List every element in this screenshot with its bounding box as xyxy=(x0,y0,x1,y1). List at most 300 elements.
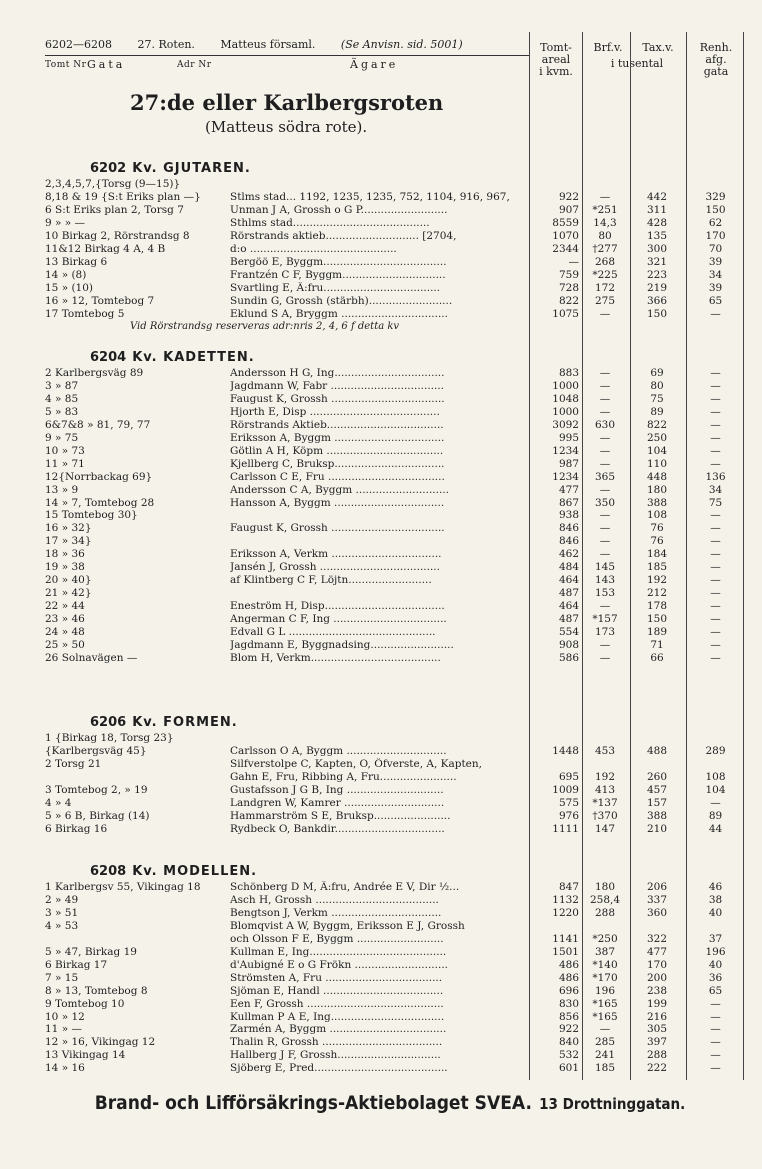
tax-value: 457 xyxy=(646,783,668,796)
property-address: 6 S:t Eriks plan 2, Torsg 7 xyxy=(45,203,184,216)
owner-name: Thalin R, Grossh .................................... xyxy=(230,1036,443,1049)
owner-name: Gustafsson J G B, Ing ............................. xyxy=(230,783,444,796)
street-cleaning-fee: — xyxy=(710,367,721,379)
plot-area: 1048 xyxy=(552,392,579,405)
fire-insurance-value: — xyxy=(599,307,611,320)
table-row xyxy=(0,959,762,972)
tax-value: 189 xyxy=(646,626,668,638)
table-row xyxy=(0,972,762,985)
plot-area: — xyxy=(568,255,579,268)
plot-area: 846 xyxy=(558,535,579,548)
street-cleaning-fee: — xyxy=(710,431,721,444)
tax-value: 89 xyxy=(650,405,664,418)
property-address: 10 » 73 xyxy=(45,444,85,457)
property-address: 15 Tomtebog 30} xyxy=(45,509,138,522)
property-address: 2,3,4,5,7,{Torsg (9—15)} xyxy=(45,178,181,190)
table-row xyxy=(0,406,762,419)
tax-value: 311 xyxy=(646,203,668,216)
table-row xyxy=(0,1036,762,1049)
block-title xyxy=(90,350,255,365)
tax-value: 300 xyxy=(646,242,668,255)
street-cleaning-fee: 65 xyxy=(708,294,723,307)
table-row xyxy=(0,256,762,269)
block-name: Kv. GJUTAREN. xyxy=(132,161,251,176)
tax-value: 288 xyxy=(646,1049,668,1062)
footer-address: 13 Drottninggatan. xyxy=(539,1095,686,1113)
plot-area: 907 xyxy=(558,203,579,216)
table-row xyxy=(0,823,762,836)
street-cleaning-fee: 38 xyxy=(708,893,723,906)
table-row xyxy=(0,600,762,613)
owner-name: Kjellberg C, Bruksp................................. xyxy=(230,457,445,470)
owner-name: Carlsson C E, Fru ................................... xyxy=(230,470,445,483)
table-row xyxy=(0,522,762,535)
property-address: 20 » 40} xyxy=(45,574,92,587)
property-address: 12{Norrbackag 69} xyxy=(45,470,153,483)
tax-value: 75 xyxy=(650,392,664,405)
plot-area: 2344 xyxy=(552,242,579,255)
street-cleaning-fee: — xyxy=(710,638,721,651)
plot-area: 976 xyxy=(558,809,579,822)
fire-insurance-value: — xyxy=(599,392,611,405)
table-row xyxy=(0,191,762,204)
plot-area: 1132 xyxy=(552,893,579,906)
tax-value: 66 xyxy=(650,651,664,664)
table-row xyxy=(0,587,762,600)
owner-name: Blom H, Verkm....................................... xyxy=(230,651,441,664)
owner-name: Jagdmann E, Byggnadsing......................... xyxy=(230,638,454,651)
owner-name: Edvall G L ............................................ xyxy=(230,626,436,638)
property-address: 23 » 46 xyxy=(45,613,85,626)
fire-insurance-value: 14,3 xyxy=(593,216,617,229)
tax-value: 442 xyxy=(646,190,668,203)
street-cleaning-fee: 89 xyxy=(708,809,723,822)
block-title xyxy=(90,161,251,176)
property-address: 9 » » — xyxy=(45,216,86,229)
property-address: 2 Karlbergsväg 89 xyxy=(45,367,144,379)
table-row xyxy=(0,732,762,745)
property-address: 21 » 42} xyxy=(45,587,92,600)
street-cleaning-fee: — xyxy=(710,535,721,548)
fire-insurance-value: — xyxy=(599,1023,611,1036)
property-address: 3 » 51 xyxy=(45,906,79,919)
owner-name: Een F, Grossh ......................................... xyxy=(230,997,444,1010)
owner-name: d:o ............................................ xyxy=(230,242,397,255)
street-cleaning-fee: — xyxy=(710,651,721,664)
fire-insurance-value: — xyxy=(599,405,611,418)
table-row xyxy=(0,1011,762,1024)
plot-area: 487 xyxy=(558,613,579,626)
table-row xyxy=(0,933,762,946)
owner-name: af Klintberg C F, Löjtn......................... xyxy=(230,574,432,587)
street-cleaning-fee: 46 xyxy=(708,881,723,893)
ward-subtitle: (Matteus södra rote). xyxy=(205,118,368,136)
fire-insurance-value: 241 xyxy=(594,1049,616,1062)
table-row xyxy=(0,613,762,626)
owner-name: Rörstrands aktieb............................ [2704, xyxy=(230,229,457,242)
plot-area: 847 xyxy=(558,881,579,893)
street-cleaning-fee: 34 xyxy=(708,483,723,496)
fire-insurance-value: *250 xyxy=(592,932,618,945)
table-row xyxy=(0,810,762,823)
owner-name: Andersson C A, Byggm ............................ xyxy=(230,483,449,496)
fire-insurance-value: 453 xyxy=(594,744,616,757)
street-cleaning-fee: — xyxy=(710,418,721,431)
table-row xyxy=(0,484,762,497)
street-cleaning-fee: — xyxy=(710,1010,721,1023)
owner-name: d'Aubigné E o G Frökn ............................ xyxy=(230,958,448,971)
table-row xyxy=(0,998,762,1011)
tax-value: 305 xyxy=(646,1023,668,1036)
tax-value: 322 xyxy=(646,932,668,945)
tax-value: 192 xyxy=(646,574,668,587)
label-adr-nr: Adr Nr xyxy=(177,60,212,70)
tax-value: 238 xyxy=(646,984,668,997)
column-tax-head: Tax.v. xyxy=(642,41,674,54)
tax-value: 178 xyxy=(646,600,668,613)
table-row xyxy=(0,745,762,758)
owner-name: Kullman E, Ing......................................... xyxy=(230,945,447,958)
plot-area: 1070 xyxy=(552,229,579,242)
table-row xyxy=(0,758,762,771)
property-address: 13 » 9 xyxy=(45,483,79,496)
fire-insurance-value: 196 xyxy=(594,984,616,997)
property-address: 3 » 87 xyxy=(45,379,79,392)
tax-value: 157 xyxy=(646,796,668,809)
table-row xyxy=(0,497,762,510)
fire-insurance-value: 275 xyxy=(594,294,616,307)
table-row xyxy=(0,946,762,959)
plot-area: 856 xyxy=(558,1010,579,1023)
plot-area: 995 xyxy=(558,431,579,444)
table-row xyxy=(0,561,762,574)
fire-insurance-value: — xyxy=(599,548,611,561)
block-title xyxy=(90,864,257,879)
table-row xyxy=(0,920,762,933)
fire-insurance-value: 285 xyxy=(594,1036,616,1049)
fire-insurance-value: *170 xyxy=(592,971,618,984)
plot-area: 1234 xyxy=(552,470,579,483)
property-address: 4 » 85 xyxy=(45,392,79,405)
property-address: 5 » 83 xyxy=(45,405,79,418)
fire-insurance-value: 413 xyxy=(594,783,616,796)
owner-name: Gahn E, Fru, Ribbing A, Fru....................... xyxy=(230,770,457,783)
plot-area: 477 xyxy=(558,483,579,496)
street-cleaning-fee: 40 xyxy=(708,958,723,971)
owner-name: Schönberg D M, Ä:fru, Andrée E V, Dir ½... xyxy=(230,881,460,893)
owner-name: Hammarström S E, Bruksp....................... xyxy=(230,809,451,822)
owner-name: Hallberg J F, Grossh............................... xyxy=(230,1049,441,1062)
plot-area: 1000 xyxy=(552,405,579,418)
tax-value: 185 xyxy=(646,561,668,574)
plot-area: 1220 xyxy=(552,906,579,919)
street-cleaning-fee: 36 xyxy=(708,971,723,984)
tax-value: 206 xyxy=(646,881,668,893)
property-address: 8 » 13, Tomtebog 8 xyxy=(45,984,148,997)
fire-insurance-value: †277 xyxy=(592,242,618,255)
property-address: 12 » 16, Vikingag 12 xyxy=(45,1036,156,1049)
plot-area: 3092 xyxy=(552,418,579,431)
street-cleaning-fee: 65 xyxy=(708,984,723,997)
street-cleaning-fee: — xyxy=(710,626,721,638)
plot-area: 908 xyxy=(558,638,579,651)
plot-area: 840 xyxy=(558,1036,579,1049)
owner-name: Strömsten A, Fru ................................... xyxy=(230,971,443,984)
header-rule xyxy=(45,55,530,56)
street-cleaning-fee: — xyxy=(710,379,721,392)
plot-area: 867 xyxy=(558,496,579,509)
table-row xyxy=(0,367,762,380)
table-row xyxy=(0,1062,762,1075)
property-address: 1 {Birkag 18, Torsg 23} xyxy=(45,732,174,744)
fire-insurance-value: *165 xyxy=(592,997,618,1010)
tax-value: 135 xyxy=(646,229,668,242)
street-cleaning-fee: 170 xyxy=(705,229,726,242)
table-row xyxy=(0,445,762,458)
plot-area: 759 xyxy=(558,268,579,281)
plot-area: 1501 xyxy=(552,945,579,958)
property-address: 11 » 71 xyxy=(45,457,85,470)
table-row xyxy=(0,881,762,894)
property-address: 5 » 47, Birkag 19 xyxy=(45,945,137,958)
ward-title: 27:de eller Karlbergsroten xyxy=(130,90,444,115)
header-range: 6202—6208 xyxy=(45,38,112,51)
property-address: 9 » 75 xyxy=(45,431,79,444)
block-number: 6202 xyxy=(90,161,127,176)
street-cleaning-fee: — xyxy=(710,1023,721,1036)
footer-company: Brand- och Lifförsäkrings-Aktiebolaget SVEA. xyxy=(94,1092,532,1114)
page-header xyxy=(45,38,485,51)
tax-value: 222 xyxy=(646,1062,668,1075)
street-cleaning-fee: 329 xyxy=(705,190,726,203)
street-cleaning-fee: — xyxy=(710,522,721,535)
block-title xyxy=(90,715,238,730)
property-address: 13 Vikingag 14 xyxy=(45,1049,126,1062)
street-cleaning-fee: — xyxy=(710,561,721,574)
table-row xyxy=(0,393,762,406)
plot-area: 554 xyxy=(558,626,579,638)
block-name: Kv. MODELLEN. xyxy=(132,864,258,879)
fire-insurance-value: 180 xyxy=(594,881,616,893)
plot-area: 1075 xyxy=(552,307,579,320)
property-address: 17 Tomtebog 5 xyxy=(45,307,125,320)
property-address: 8,18 & 19 {S:t Eriks plan —} xyxy=(45,190,201,203)
fire-insurance-value: 630 xyxy=(594,418,616,431)
street-cleaning-fee: 104 xyxy=(705,783,726,796)
table-row xyxy=(0,1023,762,1036)
plot-area: 601 xyxy=(558,1062,579,1075)
fire-insurance-value: 153 xyxy=(594,587,616,600)
plot-area: 695 xyxy=(558,770,579,783)
tax-value: 76 xyxy=(650,522,664,535)
fire-insurance-value: 145 xyxy=(594,561,616,574)
table-row xyxy=(0,652,762,665)
tax-value: 321 xyxy=(646,255,668,268)
plot-area: 484 xyxy=(558,561,579,574)
owner-name: Asch H, Grossh ..................................... xyxy=(230,893,439,906)
property-address: 26 Solnavägen — xyxy=(45,651,138,664)
street-cleaning-fee: — xyxy=(710,587,721,600)
table-row xyxy=(0,548,762,561)
tax-value: 104 xyxy=(646,444,668,457)
plot-area: 532 xyxy=(558,1049,579,1062)
fire-insurance-value: *157 xyxy=(592,613,618,626)
table-row xyxy=(0,639,762,652)
fire-insurance-value: — xyxy=(599,600,611,613)
block-number: 6204 xyxy=(90,350,127,365)
property-address: 14 » 7, Tomtebog 28 xyxy=(45,496,155,509)
fire-insurance-value: *165 xyxy=(592,1010,618,1023)
owner-name: Faugust K, Grossh .................................. xyxy=(230,392,445,405)
tax-value: 110 xyxy=(646,457,668,470)
plot-area: 922 xyxy=(558,190,579,203)
table-row xyxy=(0,771,762,784)
owner-name: Carlsson O A, Byggm .............................. xyxy=(230,744,447,757)
street-cleaning-fee: 70 xyxy=(708,242,723,255)
block-note: Vid Rörstrandsg reserveras adr:nris 2, 4, 6 f detta kv xyxy=(130,321,400,333)
property-address: 14 » (8) xyxy=(45,268,87,281)
tax-value: 170 xyxy=(646,958,668,971)
block-name: Kv. KADETTEN. xyxy=(132,350,255,365)
column-tusental-head: i tusental xyxy=(610,57,664,70)
table-row xyxy=(0,784,762,797)
header-forsamling: Matteus församl. xyxy=(220,38,316,51)
property-address: 2 Torsg 21 xyxy=(45,757,102,770)
owner-name: Eklund S A, Bryggm ................................ xyxy=(230,307,448,320)
fire-insurance-value: 172 xyxy=(594,281,616,294)
owner-name: Eneström H, Disp.................................... xyxy=(230,600,445,613)
owner-name: Svartling E, Ä:fru................................... xyxy=(230,281,441,294)
table-row xyxy=(0,509,762,522)
tax-value: 448 xyxy=(646,470,668,483)
fire-insurance-value: — xyxy=(599,483,611,496)
plot-area: 1111 xyxy=(552,822,579,835)
tax-value: 108 xyxy=(646,509,668,522)
street-cleaning-fee: 44 xyxy=(708,822,723,835)
table-row xyxy=(0,295,762,308)
property-address: 6 Birkag 17 xyxy=(45,958,108,971)
fire-insurance-value: — xyxy=(599,379,611,392)
tax-value: 69 xyxy=(650,367,664,379)
tax-value: 76 xyxy=(650,535,664,548)
plot-area: 575 xyxy=(558,796,579,809)
street-cleaning-fee: 62 xyxy=(708,216,723,229)
plot-area: 464 xyxy=(558,600,579,613)
fire-insurance-value: — xyxy=(599,522,611,535)
property-address: 4 » 53 xyxy=(45,919,79,932)
column-labels xyxy=(45,58,399,71)
table-row xyxy=(0,380,762,393)
tax-value: 366 xyxy=(646,294,668,307)
footer-advertisement xyxy=(93,1092,687,1114)
street-cleaning-fee: — xyxy=(710,457,721,470)
property-address: 1 Karlbergsv 55, Vikingag 18 xyxy=(45,881,201,893)
column-renh-head: Renh. afg. gata xyxy=(699,41,733,78)
fire-insurance-value: *137 xyxy=(592,796,618,809)
property-address: 18 » 36 xyxy=(45,548,85,561)
property-address: 11 » — xyxy=(45,1023,82,1036)
street-cleaning-fee: — xyxy=(710,796,721,809)
fire-insurance-value: 80 xyxy=(598,229,612,242)
owner-name: Bengtson J, Verkm ................................. xyxy=(230,906,442,919)
street-cleaning-fee: — xyxy=(710,600,721,613)
property-address: 6&7&8 » 81, 79, 77 xyxy=(45,418,151,431)
table-row xyxy=(0,574,762,587)
plot-area: 822 xyxy=(558,294,579,307)
owner-name: Sthlms stad......................................... xyxy=(230,216,430,229)
property-address: 5 » 6 B, Birkag (14) xyxy=(45,809,150,822)
street-cleaning-fee: 75 xyxy=(708,496,723,509)
owner-name: Silfverstolpe C, Kapten, O, Öfverste, A, Kapten, xyxy=(230,757,482,770)
street-cleaning-fee: 108 xyxy=(705,770,726,783)
owner-name: Sundin G, Grossh (stärbh)......................... xyxy=(230,294,453,307)
street-cleaning-fee: — xyxy=(710,1062,721,1075)
street-cleaning-fee: — xyxy=(710,444,721,457)
street-cleaning-fee: 289 xyxy=(705,744,726,757)
tax-value: 180 xyxy=(646,483,668,496)
owner-name: Kullman P A E, Ing.................................. xyxy=(230,1010,445,1023)
table-row xyxy=(0,269,762,282)
owner-name: Landgren W, Kamrer .............................. xyxy=(230,796,445,809)
table-row xyxy=(0,907,762,920)
property-address: 6 Birkag 16 xyxy=(45,822,108,835)
label-tomt-nr: Tomt Nr xyxy=(45,60,87,70)
table-row xyxy=(0,204,762,217)
tax-value: 822 xyxy=(646,418,668,431)
owner-name: Rörstrands Aktieb................................... xyxy=(230,418,444,431)
property-address: 7 » 15 xyxy=(45,971,79,984)
table-row xyxy=(0,458,762,471)
fire-insurance-value: — xyxy=(599,444,611,457)
plot-area: 846 xyxy=(558,522,579,535)
table-row xyxy=(0,985,762,998)
tax-value: 216 xyxy=(646,1010,668,1023)
street-cleaning-fee: — xyxy=(710,405,721,418)
fire-insurance-value: 143 xyxy=(594,574,616,587)
tax-value: 388 xyxy=(646,809,668,822)
owner-name: Götlin A H, Köpm ................................... xyxy=(230,444,444,457)
property-address: {Karlbergsväg 45} xyxy=(45,744,147,757)
street-cleaning-fee: 196 xyxy=(705,945,726,958)
street-cleaning-fee: — xyxy=(710,997,721,1010)
tax-value: 71 xyxy=(650,638,664,651)
plot-area: 1141 xyxy=(552,932,579,945)
fire-insurance-value: 147 xyxy=(594,822,616,835)
street-cleaning-fee: — xyxy=(710,1049,721,1062)
table-row xyxy=(0,308,762,321)
tax-value: 250 xyxy=(646,431,668,444)
property-address: 10 Birkag 2, Rörstrandsg 8 xyxy=(45,229,190,242)
table-row xyxy=(0,243,762,256)
block-name: Kv. FORMEN. xyxy=(132,715,238,730)
label-agare: Ägare xyxy=(350,58,399,71)
plot-area: 922 xyxy=(558,1023,579,1036)
fire-insurance-value: †370 xyxy=(592,809,618,822)
fire-insurance-value: 268 xyxy=(594,255,616,268)
street-cleaning-fee: — xyxy=(710,509,721,522)
property-address: 19 » 38 xyxy=(45,561,85,574)
table-row xyxy=(0,1049,762,1062)
fire-insurance-value: — xyxy=(599,535,611,548)
street-cleaning-fee: 40 xyxy=(708,906,723,919)
table-row xyxy=(0,626,762,639)
table-row xyxy=(0,419,762,432)
property-address: 22 » 44 xyxy=(45,600,85,613)
fire-insurance-value: — xyxy=(599,638,611,651)
table-row xyxy=(0,535,762,548)
tax-value: 428 xyxy=(646,216,668,229)
owner-name: Jansén J, Grossh .................................... xyxy=(230,561,440,574)
